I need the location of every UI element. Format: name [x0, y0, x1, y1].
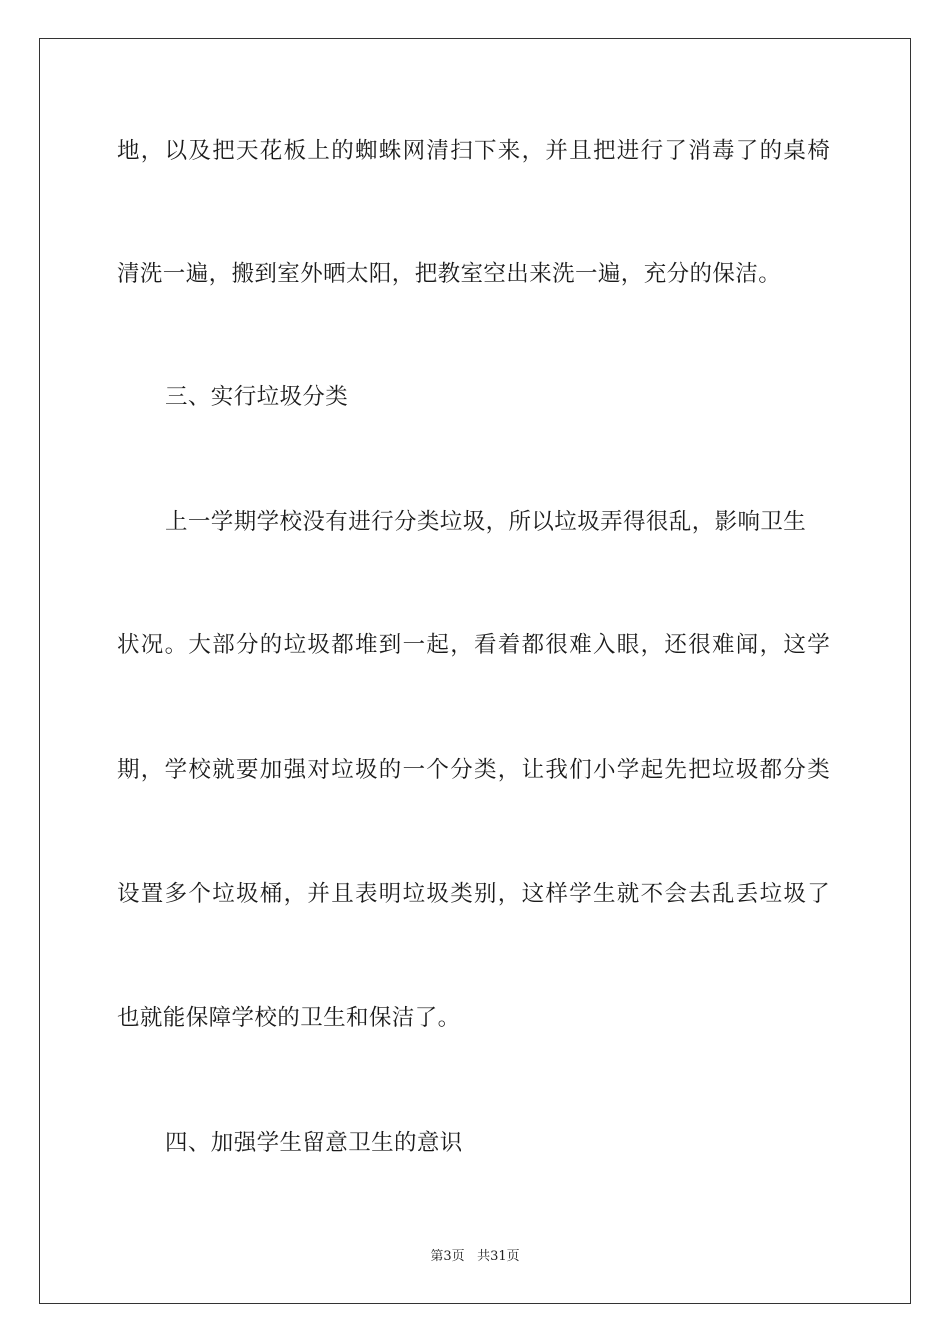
body-text-line: 状况。大部分的垃圾都堆到一起，看着都很难入眼，还很难闻，这学 — [117, 632, 832, 658]
page-footer — [0, 1248, 950, 1266]
body-text-line: 上一学期学校没有进行分类垃圾，所以垃圾弄得很乱，影响卫生 — [165, 509, 807, 535]
body-text-line: 也就能保障学校的卫生和保洁了。 — [117, 1005, 461, 1031]
total-pages: 共31页 — [477, 1249, 520, 1264]
page-border — [39, 38, 911, 1304]
page-number: 第3页 — [430, 1249, 465, 1264]
section-heading: 四、加强学生留意卫生的意识 — [165, 1130, 463, 1156]
body-text-line: 地，以及把天花板上的蜘蛛网清扫下来，并且把进行了消毒了的桌椅 — [117, 138, 832, 164]
section-heading: 三、实行垃圾分类 — [165, 384, 349, 410]
body-text-line: 清洗一遍，搬到室外晒太阳，把教室空出来洗一遍，充分的保洁。 — [117, 261, 782, 287]
body-text-line: 设置多个垃圾桶，并且表明垃圾类别，这样学生就不会去乱丢垃圾了 — [117, 881, 832, 907]
body-text-line: 期，学校就要加强对垃圾的一个分类，让我们小学起先把垃圾都分类 — [117, 757, 832, 783]
